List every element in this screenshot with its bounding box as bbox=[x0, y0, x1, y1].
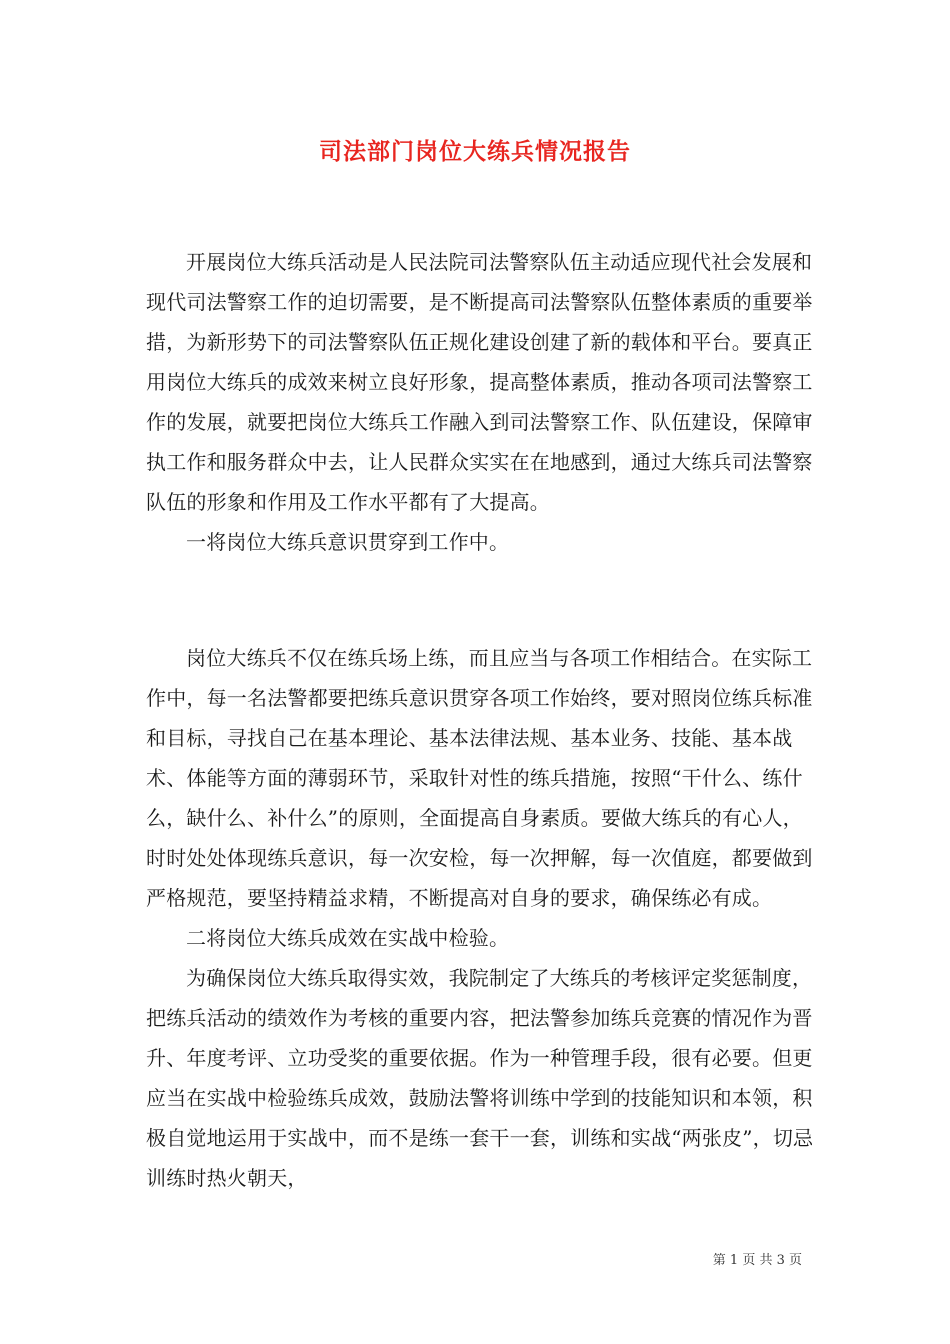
section-main bbox=[146, 638, 822, 1198]
heading-one: 一将岗位大练兵意识贯穿到工作中。 bbox=[186, 530, 510, 554]
paragraph-assessment: 为确保岗位大练兵取得实效，我院制定了大练兵的考核评定奖惩制度，把练兵活动的绩效作为考核的重要内容，把法警参加练兵竞赛的情况作为晋升、年度考评、立功受奖的重要依据。作为一种管理手段，很有必要。但更应当在实战中检验练兵成效，鼓励法警将训练中学到的技能知识和本领，积极自觉地运用于实战中，而不是练一套干一套，训练和实战“两张皮”，切忌训练时热火朝天， bbox=[146, 966, 814, 1190]
paragraph-training: 岗位大练兵不仅在练兵场上练，而且应当与各项工作相结合。在实际工作中，每一名法警都要把练兵意识贯穿各项工作始终，要对照岗位练兵标准和目标，寻找自己在基本理论、基本法律法规、基本业务、技能、基本战术、体能等方面的薄弱环节，采取针对性的练兵措施，按照“干什么、练什么，缺什么、补什么”的原则，全面提高自身素质。要做大练兵的有心人，时时处处体现练兵意识，每一次安检，每一次押解，每一次值庭，都要做到严格规范，要坚持精益求精，不断提高对自身的要求，确保练必有成。 bbox=[146, 646, 813, 910]
document-title: 司法部门岗位大练兵情况报告 bbox=[319, 138, 631, 165]
section-intro bbox=[146, 242, 822, 562]
page-footer: 第 1 页 共 3 页 bbox=[712, 1253, 802, 1268]
paragraph-intro: 开展岗位大练兵活动是人民法院司法警察队伍主动适应现代社会发展和现代司法警察工作的迫切需要，是不断提高司法警察队伍整体素质的重要举措，为新形势下的司法警察队伍正规化建设创建了新的载体和平台。要真正用岗位大练兵的成效来树立良好形象，提高整体素质，推动各项司法警察工作的发展，就要把岗位大练兵工作融入到司法警察工作、队伍建设，保障审执工作和服务群众中去，让人民群众实实在在地感到，通过大练兵司法警察队伍的形象和作用及工作水平都有了大提高。 bbox=[146, 250, 813, 514]
heading-two: 二将岗位大练兵成效在实战中检验。 bbox=[186, 926, 510, 950]
